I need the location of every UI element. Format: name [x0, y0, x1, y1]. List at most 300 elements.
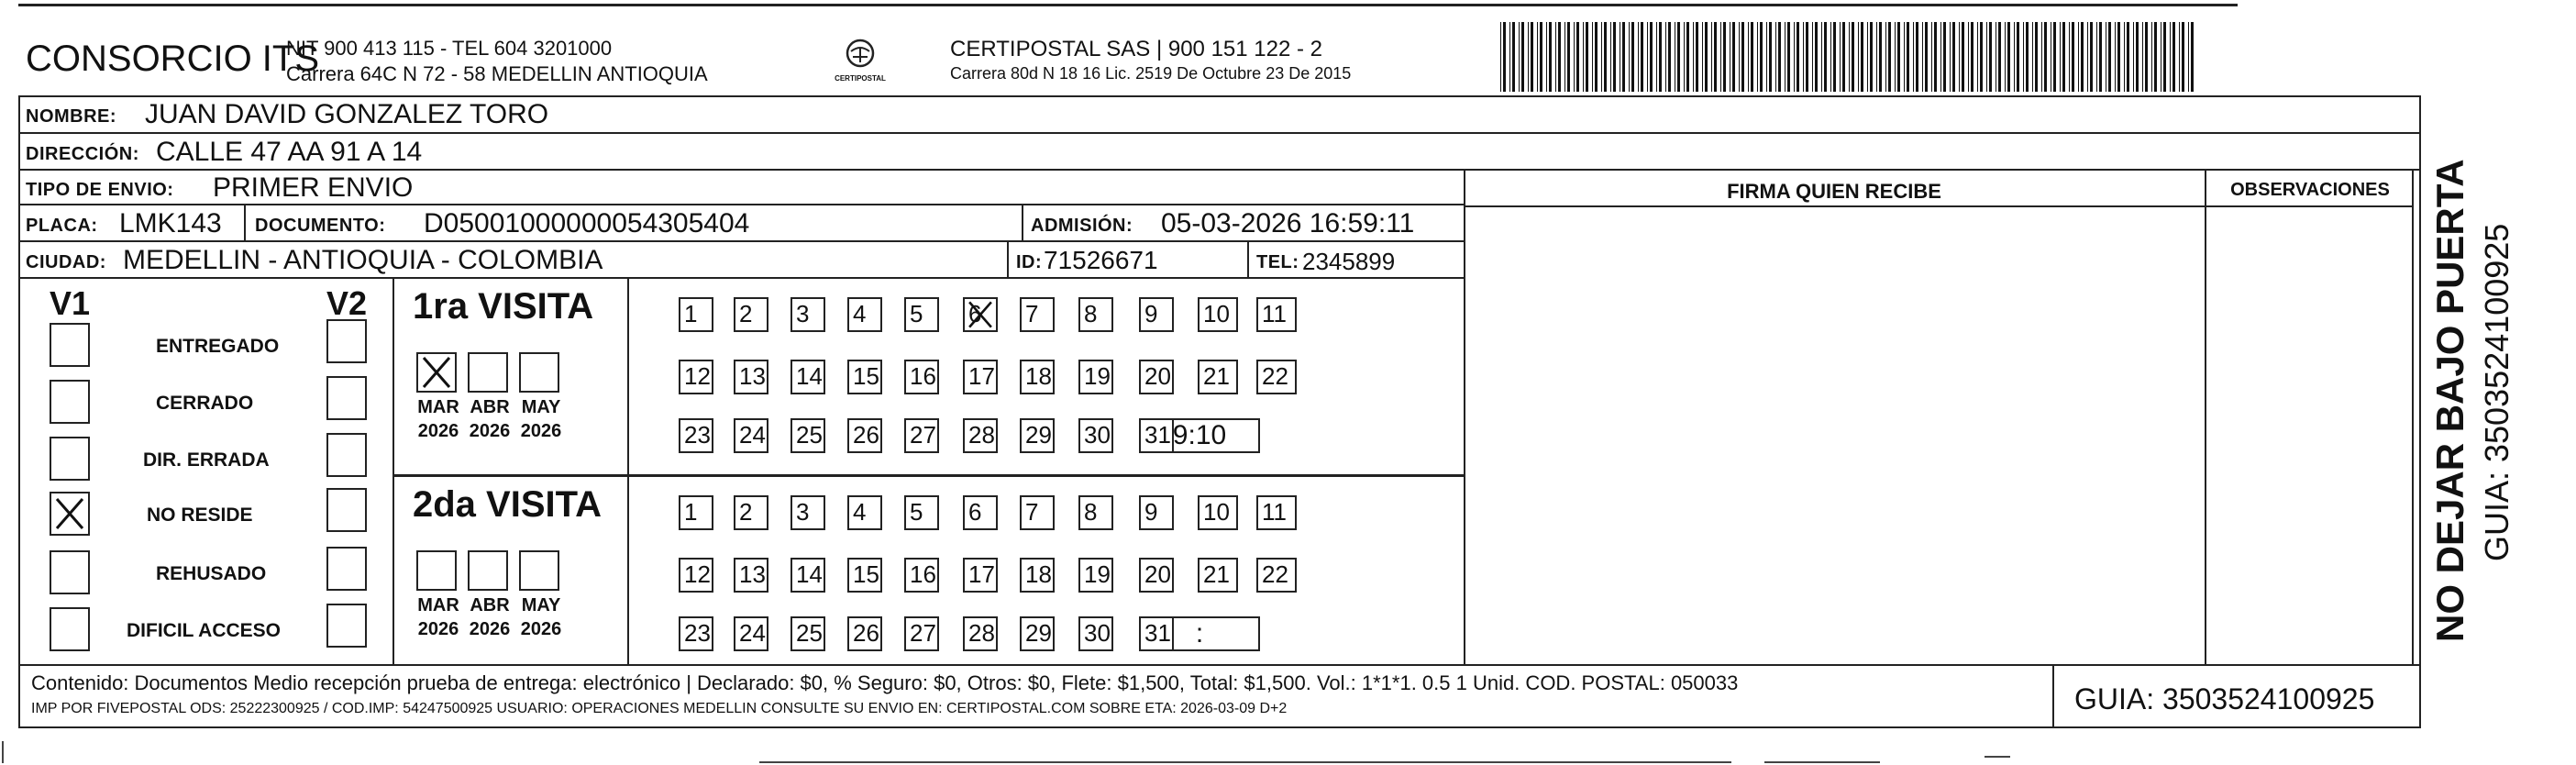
- day-checkbox[interactable]: [679, 616, 713, 651]
- day-label: 3: [796, 498, 810, 526]
- v2-checkbox[interactable]: [326, 547, 367, 591]
- barcode-bar: [1641, 22, 1643, 92]
- day-checkbox[interactable]: [963, 360, 998, 394]
- row-nombre: [18, 95, 2421, 134]
- barcode-bar: [1613, 22, 1616, 92]
- barcode-bar: [1940, 22, 1941, 92]
- day-checkbox[interactable]: [1139, 495, 1174, 530]
- day-checkbox[interactable]: [679, 418, 713, 453]
- day-checkbox[interactable]: [1020, 360, 1055, 394]
- barcode-bar: [1885, 22, 1886, 92]
- barcode-bar: [2124, 22, 2125, 92]
- barcode-bar: [1705, 22, 1708, 92]
- month-checkbox[interactable]: [468, 352, 508, 393]
- day-label: 8: [1084, 498, 1098, 526]
- day-label: 12: [684, 560, 711, 588]
- day-checkbox[interactable]: [904, 495, 939, 530]
- day-label: 2: [739, 300, 753, 327]
- documento-value: D05001000000054305404: [424, 208, 750, 238]
- day-checkbox[interactable]: [904, 418, 939, 453]
- day-checkbox[interactable]: [963, 495, 998, 530]
- day-label: 31: [1144, 619, 1171, 647]
- barcode-bar: [1913, 22, 1914, 92]
- day-checkbox[interactable]: [1139, 360, 1174, 394]
- barcode-bar: [1950, 22, 1951, 92]
- placa-divider: [244, 205, 246, 242]
- barcode-bar: [2053, 22, 2056, 92]
- barcode-bar: [1540, 22, 1542, 92]
- barcode-bar: [1555, 22, 1556, 92]
- barcode-bar: [1531, 22, 1533, 92]
- barcode-bar: [1549, 22, 1552, 92]
- carrier-logo: [827, 37, 893, 86]
- day-checkbox[interactable]: [790, 297, 825, 332]
- day-checkbox[interactable]: [790, 558, 825, 593]
- day-checkbox[interactable]: [963, 418, 998, 453]
- day-checkbox[interactable]: [1256, 558, 1297, 593]
- barcode-bar: [1794, 22, 1795, 92]
- side-guia: GUIA: 3503524100925: [2478, 223, 2515, 561]
- day-label: 30: [1084, 421, 1111, 449]
- day-label: 7: [1025, 498, 1039, 526]
- barcode-bar: [1833, 22, 1836, 92]
- barcode-bar: [1876, 22, 1877, 92]
- year-label: 2026: [469, 619, 511, 639]
- day-checkbox[interactable]: [847, 297, 882, 332]
- barcode-bar: [2032, 22, 2033, 92]
- day-checkbox[interactable]: [1256, 360, 1297, 394]
- barcode-bar: [2151, 22, 2152, 92]
- barcode-bar: [2108, 22, 2111, 92]
- visit-2-title: 2da VISITA: [413, 484, 602, 525]
- day-checkbox[interactable]: [679, 558, 713, 593]
- row-tipo: [18, 171, 1464, 205]
- check-mark-icon: [51, 493, 88, 534]
- barcode-bar: [1977, 22, 1978, 92]
- barcode-bar: [2145, 22, 2148, 92]
- barcode-bar: [1677, 22, 1680, 92]
- day-label: 13: [739, 560, 766, 588]
- barcode-bar: [2172, 22, 2175, 92]
- barcode-bar: [1723, 22, 1726, 92]
- day-label: 8: [1084, 300, 1098, 327]
- footer-guia-divider: [2052, 664, 2054, 728]
- barcode-bar: [1711, 22, 1712, 92]
- barcode-bar: [1751, 22, 1753, 92]
- day-label: 22: [1262, 362, 1288, 390]
- bottom-rule-1: [759, 761, 1731, 763]
- day-checkbox[interactable]: [1198, 360, 1238, 394]
- day-label: 9: [1144, 300, 1158, 327]
- barcode-bar: [1803, 22, 1804, 92]
- barcode-bar: [2182, 22, 2184, 92]
- barcode-bar: [1980, 22, 1983, 92]
- barcode-bar: [1558, 22, 1561, 92]
- barcode-bar: [2035, 22, 2038, 92]
- day-checkbox[interactable]: [1198, 297, 1238, 332]
- barcode-bar: [1931, 22, 1932, 92]
- footer-guia: GUIA: 3503524100925: [2074, 682, 2375, 715]
- day-checkbox[interactable]: [734, 360, 768, 394]
- admision-label: ADMISIÓN:: [1031, 216, 1133, 236]
- barcode-bar: [2117, 22, 2120, 92]
- visit-2-section: [394, 477, 1464, 664]
- day-checkbox[interactable]: [679, 495, 713, 530]
- day-checkbox[interactable]: [1078, 616, 1113, 651]
- observaciones-divider: [2205, 171, 2206, 664]
- barcode-bar: [1668, 22, 1671, 92]
- tel-divider: [1247, 242, 1249, 279]
- barcode-bar: [1971, 22, 1973, 92]
- day-checkbox[interactable]: [847, 418, 882, 453]
- day-label: 26: [853, 619, 879, 647]
- month-label: ABR: [470, 595, 510, 615]
- company-name: CONSORCIO ITS: [26, 39, 320, 79]
- row-placa: [18, 205, 1464, 242]
- day-checkbox[interactable]: [734, 418, 768, 453]
- day-label: 11: [1262, 300, 1287, 327]
- day-label: 1: [684, 498, 698, 526]
- status-option-label: ENTREGADO: [156, 336, 280, 357]
- day-checkbox[interactable]: [1020, 616, 1055, 651]
- barcode-bar: [1546, 22, 1547, 92]
- day-checkbox[interactable]: [734, 495, 768, 530]
- day-label: 22: [1262, 560, 1288, 588]
- day-checkbox[interactable]: [1020, 558, 1055, 593]
- v1-checkbox[interactable]: [50, 607, 90, 651]
- barcode-bar: [2017, 22, 2019, 92]
- time-field[interactable]: :: [1139, 616, 1260, 651]
- tel-value: 2345899: [1302, 248, 1396, 275]
- company-nit: NIT 900 413 115 - TEL 604 3201000: [286, 37, 613, 60]
- day-checkbox[interactable]: [1139, 558, 1174, 593]
- day-label: 16: [910, 560, 936, 588]
- barcode-bar: [1702, 22, 1703, 92]
- day-checkbox[interactable]: [847, 495, 882, 530]
- barcode-bar: [1647, 22, 1648, 92]
- barcode-bar: [1888, 22, 1891, 92]
- day-label: 9: [1144, 498, 1158, 526]
- year-label: 2026: [520, 619, 562, 639]
- barcode-bar: [1686, 22, 1689, 92]
- barcode-bar: [1638, 22, 1639, 92]
- barcode-bar: [1741, 22, 1744, 92]
- v1-checkbox[interactable]: [50, 323, 90, 367]
- day-checkbox[interactable]: [1078, 495, 1113, 530]
- barcode-bar: [1962, 22, 1964, 92]
- day-checkbox[interactable]: [790, 360, 825, 394]
- v2-checkbox[interactable]: [326, 319, 367, 363]
- id-value: 71526671: [1044, 246, 1158, 274]
- day-label: 20: [1144, 560, 1171, 588]
- footer-line-2: IMP POR FIVEPOSTAL ODS: 25222300925 / COD.IMP: 54247500925 USUARIO: OPERACIONES MEDELLIN CONSULTE SU ENVIO EN: CERTIPOSTAL.COM SOBRE ETA: 2026-03-09 D+2: [31, 701, 1288, 716]
- barcode-bar: [1684, 22, 1685, 92]
- barcode-bar: [2044, 22, 2047, 92]
- day-label: 28: [968, 421, 995, 449]
- v1-checkbox[interactable]: [50, 492, 90, 536]
- barcode-bar: [2090, 22, 2093, 92]
- barcode-bar: [1528, 22, 1529, 92]
- month-label: MAY: [521, 397, 561, 417]
- month-checkbox[interactable]: [519, 352, 559, 393]
- barcode-bar: [1842, 22, 1845, 92]
- month-label: MAR: [417, 397, 459, 417]
- v2-checkbox[interactable]: [326, 433, 367, 477]
- left-tick: [2, 741, 4, 763]
- admision-divider: [1022, 205, 1023, 242]
- barcode-bar: [1509, 22, 1510, 92]
- v2-label: V2: [326, 284, 368, 322]
- barcode-bar: [1870, 22, 1873, 92]
- day-checkbox[interactable]: [847, 360, 882, 394]
- barcode-bar: [1849, 22, 1850, 92]
- day-label: 11: [1262, 498, 1287, 526]
- barcode-bar: [1778, 22, 1781, 92]
- carrier-logo-caption: CERTIPOSTAL: [835, 74, 886, 83]
- row-direccion: [18, 134, 2421, 171]
- ciudad-value: MEDELLIN - ANTIOQUIA - COLOMBIA: [123, 245, 603, 275]
- barcode-bar: [1564, 22, 1565, 92]
- day-checkbox[interactable]: [1020, 418, 1055, 453]
- barcode-bar: [1797, 22, 1799, 92]
- bottom-rule-3: [1985, 756, 2010, 758]
- day-label: 25: [796, 421, 823, 449]
- day-checkbox[interactable]: [963, 297, 998, 332]
- barcode-bar: [1824, 22, 1827, 92]
- visit-1-section: [394, 279, 1464, 477]
- barcode-bar: [1934, 22, 1937, 92]
- barcode-bar: [1659, 22, 1662, 92]
- barcode-bar: [1631, 22, 1634, 92]
- day-label: 28: [968, 619, 995, 647]
- month-checkbox[interactable]: [468, 550, 508, 591]
- day-checkbox[interactable]: [790, 418, 825, 453]
- tipo-value: PRIMER ENVIO: [213, 172, 414, 203]
- barcode-bar: [2072, 22, 2074, 92]
- barcode-bar: [1812, 22, 1813, 92]
- barcode-bar: [1959, 22, 1960, 92]
- barcode-bar: [1852, 22, 1854, 92]
- barcode-bar: [2115, 22, 2116, 92]
- barcode-bar: [1806, 22, 1808, 92]
- day-label: 19: [1084, 560, 1111, 588]
- barcode-bar: [1840, 22, 1841, 92]
- nombre-value: JUAN DAVID GONZALEZ TORO: [145, 99, 549, 129]
- barcode-bar: [1766, 22, 1767, 92]
- day-checkbox[interactable]: [963, 616, 998, 651]
- day-label: 17: [968, 362, 995, 390]
- barcode-bar: [1760, 22, 1763, 92]
- barcode-bar: [1867, 22, 1868, 92]
- day-label: 14: [796, 362, 823, 390]
- day-checkbox[interactable]: [904, 616, 939, 651]
- barcode-bar: [2136, 22, 2139, 92]
- right-edge-divider: [2412, 171, 2414, 664]
- status-option-label: DIR. ERRADA: [143, 449, 270, 471]
- day-checkbox[interactable]: [790, 495, 825, 530]
- barcode-bar: [1650, 22, 1653, 92]
- barcode-bar: [2060, 22, 2061, 92]
- barcode-bar: [2078, 22, 2079, 92]
- barcode-bar: [2014, 22, 2015, 92]
- status-option-label: CERRADO: [156, 393, 254, 414]
- carrier-license: Carrera 80d N 18 16 Lic. 2519 De Octubre 23 De 2015: [950, 64, 1352, 83]
- documento-label: DOCUMENTO:: [255, 216, 386, 236]
- barcode-bar: [2081, 22, 2084, 92]
- day-checkbox[interactable]: [847, 616, 882, 651]
- barcode-bar: [1601, 22, 1602, 92]
- day-checkbox[interactable]: [904, 297, 939, 332]
- barcode-bar: [1858, 22, 1859, 92]
- day-label: 5: [910, 498, 923, 526]
- row-ciudad: [18, 242, 1464, 279]
- barcode-bar: [1895, 22, 1896, 92]
- barcode-bar: [1512, 22, 1515, 92]
- v2-checkbox[interactable]: [326, 604, 367, 648]
- month-label: MAY: [521, 595, 561, 615]
- barcode-bar: [1665, 22, 1666, 92]
- nombre-label: NOMBRE:: [26, 106, 117, 127]
- day-label: 30: [1084, 619, 1111, 647]
- barcode-bar: [2023, 22, 2024, 92]
- day-label: 24: [739, 619, 766, 647]
- day-label: 14: [796, 560, 823, 588]
- day-checkbox[interactable]: [679, 360, 713, 394]
- header: [0, 0, 2576, 92]
- day-label: 21: [1203, 560, 1230, 588]
- day-checkbox[interactable]: [1078, 418, 1113, 453]
- barcode-bar: [1720, 22, 1721, 92]
- day-label: 27: [910, 421, 936, 449]
- barcode-bar: [1861, 22, 1863, 92]
- status-option-label: REHUSADO: [156, 563, 267, 584]
- day-label: 21: [1203, 362, 1230, 390]
- barcode-bar: [1622, 22, 1625, 92]
- day-label: 25: [796, 619, 823, 647]
- v1-checkbox[interactable]: [50, 437, 90, 481]
- barcode-bar: [1879, 22, 1882, 92]
- day-checkbox[interactable]: [734, 558, 768, 593]
- barcode-bar: [2179, 22, 2180, 92]
- barcode-bar: [1592, 22, 1593, 92]
- day-checkbox[interactable]: [1078, 558, 1113, 593]
- barcode-bar: [1503, 22, 1506, 92]
- barcode-bar: [2099, 22, 2102, 92]
- day-checkbox[interactable]: [847, 558, 882, 593]
- day-label: 15: [853, 362, 879, 390]
- day-label: 4: [853, 300, 867, 327]
- barcode-bar: [1583, 22, 1584, 92]
- day-checkbox[interactable]: [1078, 360, 1113, 394]
- barcode-bar: [1968, 22, 1969, 92]
- barcode-bar: [1586, 22, 1588, 92]
- day-checkbox[interactable]: [1256, 495, 1297, 530]
- month-checkbox[interactable]: [416, 550, 457, 591]
- barcode-bar: [1739, 22, 1740, 92]
- barcode-bar: [1604, 22, 1607, 92]
- day-checkbox[interactable]: [1198, 495, 1238, 530]
- barcode-bar: [1732, 22, 1735, 92]
- day-label: 17: [968, 560, 995, 588]
- day-label: 10: [1203, 300, 1230, 327]
- barcode-bar: [2133, 22, 2134, 92]
- day-checkbox[interactable]: [1020, 297, 1055, 332]
- month-label: MAR: [417, 595, 459, 615]
- tipo-label: TIPO DE ENVIO:: [26, 180, 174, 200]
- barcode-bar: [1916, 22, 1918, 92]
- barcode-bar: [2096, 22, 2097, 92]
- barcode-bar: [2007, 22, 2010, 92]
- day-checkbox[interactable]: [963, 558, 998, 593]
- barcode-bar: [2005, 22, 2006, 92]
- barcode-bar: [1521, 22, 1524, 92]
- day-label: 29: [1025, 619, 1052, 647]
- day-checkbox[interactable]: [1020, 495, 1055, 530]
- barcode-bar: [1629, 22, 1630, 92]
- day-checkbox[interactable]: [1078, 297, 1113, 332]
- day-checkbox[interactable]: [904, 558, 939, 593]
- barcode-bar: [1574, 22, 1575, 92]
- barcode-bar: [1907, 22, 1909, 92]
- status-section: [18, 279, 394, 664]
- placa-value: LMK143: [119, 208, 222, 238]
- v1-checkbox[interactable]: [50, 380, 90, 424]
- visit-2-divider: [627, 477, 629, 664]
- time-field[interactable]: 9:10: [1139, 418, 1260, 453]
- day-checkbox[interactable]: [790, 616, 825, 651]
- v2-checkbox[interactable]: [326, 488, 367, 532]
- barcode-bar: [1830, 22, 1831, 92]
- barcode-bar: [1595, 22, 1598, 92]
- barcode-bar: [1576, 22, 1579, 92]
- day-checkbox[interactable]: [1198, 558, 1238, 593]
- day-label: 27: [910, 619, 936, 647]
- day-checkbox[interactable]: [1139, 297, 1174, 332]
- day-checkbox[interactable]: [1256, 297, 1297, 332]
- day-checkbox[interactable]: [904, 360, 939, 394]
- year-label: 2026: [520, 421, 562, 441]
- status-option-label: DIFICIL ACCESO: [127, 620, 282, 641]
- barcode-bar: [1567, 22, 1570, 92]
- year-label: 2026: [469, 421, 511, 441]
- day-checkbox[interactable]: [734, 616, 768, 651]
- day-checkbox[interactable]: [679, 297, 713, 332]
- month-checkbox[interactable]: [416, 352, 457, 393]
- v1-checkbox[interactable]: [50, 550, 90, 594]
- barcode-bar: [1922, 22, 1923, 92]
- carrier-name: CERTIPOSTAL SAS | 900 151 122 - 2: [950, 37, 1322, 61]
- side-warning: NO DEJAR BAJO PUERTA: [2428, 159, 2471, 642]
- barcode-bar: [1775, 22, 1776, 92]
- barcode-bar: [2170, 22, 2171, 92]
- barcode-bar: [1998, 22, 2001, 92]
- year-label: 2026: [417, 421, 459, 441]
- barcode-bar: [2069, 22, 2070, 92]
- day-checkbox[interactable]: [734, 297, 768, 332]
- day-label: 29: [1025, 421, 1052, 449]
- day-label: 5: [910, 300, 923, 327]
- footer-line-1: Contenido: Documentos Medio recepción prueba de entrega: electrónico | Declarado: $0, % Seguro: $0, Otros: $0, Flete: $1,500, Total: $1,500. Vol.: 1*1*1. 0.5 1 Unid. COD. POSTAL: 050033: [31, 671, 1739, 694]
- tel-label: TEL:: [1256, 252, 1299, 272]
- barcode-bar: [1769, 22, 1772, 92]
- month-checkbox[interactable]: [519, 550, 559, 591]
- day-label: 3: [796, 300, 810, 327]
- barcode-bar: [2026, 22, 2029, 92]
- firma-divider: [1464, 171, 1465, 664]
- v2-checkbox[interactable]: [326, 376, 367, 420]
- header-underline: [1464, 205, 2414, 207]
- admision-value: 05-03-2026 16:59:11: [1161, 208, 1415, 238]
